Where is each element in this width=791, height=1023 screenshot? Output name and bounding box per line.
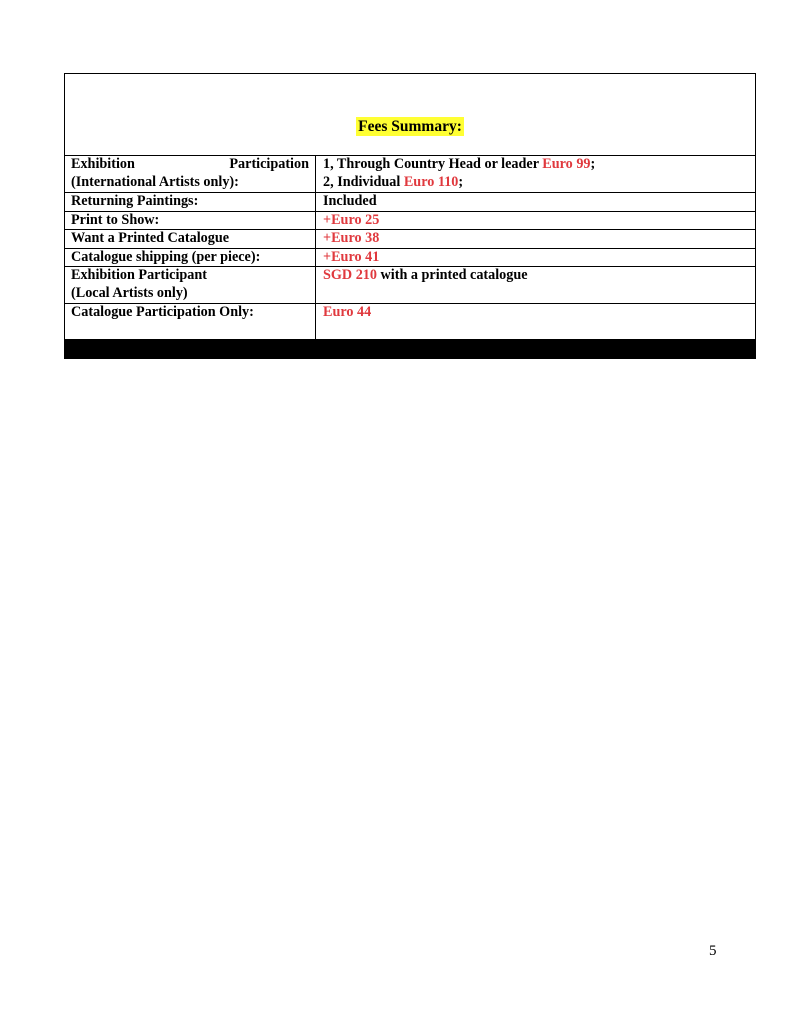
fees-summary-table <box>64 73 756 359</box>
table-row <box>65 267 755 304</box>
table-row <box>65 156 755 193</box>
row-label: Returning Paintings: <box>65 193 316 211</box>
table-title: Fees Summary: <box>358 118 462 135</box>
price: Euro 110 <box>403 173 459 190</box>
row-value: 1, Through Country Head or leader Euro 99; 2, Individual Euro 110; <box>323 156 596 190</box>
row-label: Exhibition Participant (Local Artists only) <box>65 267 316 303</box>
row-label: Catalogue Participation Only: <box>65 304 316 339</box>
table-row <box>65 304 755 340</box>
table-row <box>65 249 755 268</box>
table-row <box>65 193 755 212</box>
table-row <box>65 212 755 231</box>
price: SGD 210 <box>323 267 377 283</box>
row-label: Print to Show: <box>65 212 316 230</box>
table-title-row <box>65 74 755 156</box>
price: +Euro 41 <box>323 248 380 265</box>
price: Euro 99 <box>542 156 591 172</box>
price: +Euro 25 <box>323 211 380 228</box>
row-label: Want a Printed Catalogue <box>65 230 316 248</box>
table-row <box>65 230 755 249</box>
row-label: Exhibition Participation (International Artists only): <box>65 156 316 192</box>
price: +Euro 38 <box>323 230 380 246</box>
row-value: Included <box>323 193 377 209</box>
row-value: SGD 210 with a printed catalogue <box>323 267 528 283</box>
table-footer-bar <box>65 340 755 358</box>
row-label: Catalogue shipping (per piece): <box>65 249 316 267</box>
price: Euro 44 <box>323 304 372 320</box>
page-number: 5 <box>709 943 717 959</box>
